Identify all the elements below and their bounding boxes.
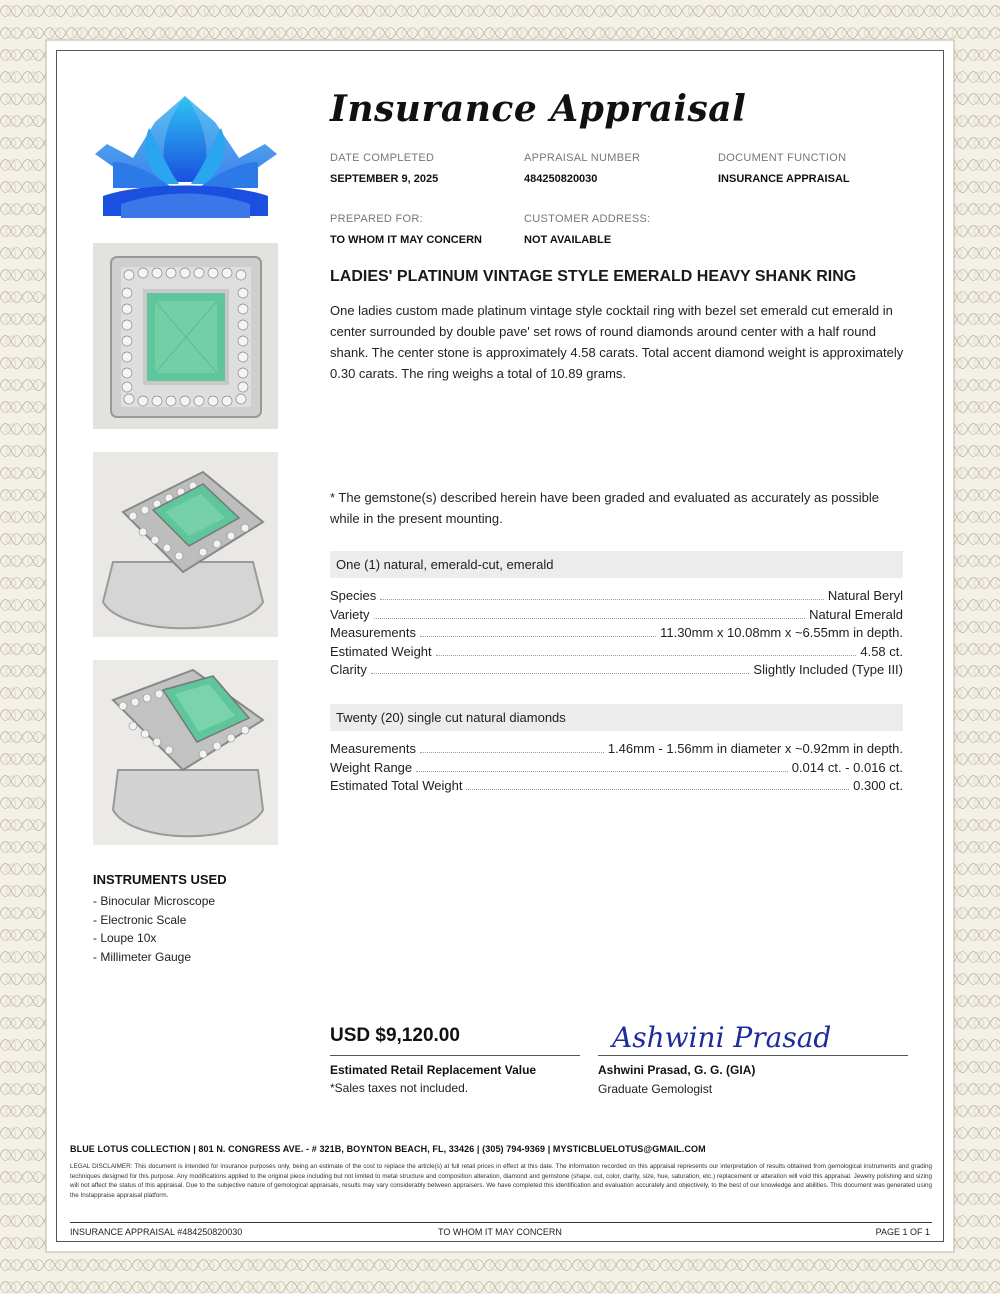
item-title: LADIES' PLATINUM VINTAGE STYLE EMERALD HEAVY SHANK RING	[330, 268, 857, 285]
footer-document-id: INSURANCE APPRAISAL #484250820030	[70, 1227, 243, 1237]
row-value: 1.46mm - 1.56mm in diameter x ~0.92mm in depth.	[607, 741, 903, 756]
stone2-row	[330, 778, 903, 797]
document-function-label: DOCUMENT FUNCTION	[718, 152, 847, 164]
appraisal-number-label: APPRAISAL NUMBER	[524, 152, 641, 164]
grading-note: * The gemstone(s) described herein have been graded and evaluated as accurately as possible while in the present mounting.	[330, 490, 879, 526]
prepared-for-label: PREPARED FOR:	[330, 213, 423, 225]
item-description: One ladies custom made platinum vintage style cocktail ring with bezel set emerald cut emerald in center surrounded by double pave' set rows of round diamonds around center with a half round shank. The center stone is approximately 4.58 carats. Total accent diamond weight is approximately 0.30 carats. The ring weighs a total of 10.89 grams.	[330, 303, 904, 381]
customer-address-label: CUSTOMER ADDRESS:	[524, 213, 651, 225]
stone1-heading: One (1) natural, emerald-cut, emerald	[330, 551, 903, 578]
row-key: Species	[330, 588, 377, 603]
date-completed-value: SEPTEMBER 9, 2025	[330, 173, 439, 185]
footer-recipient: TO WHOM IT MAY CONCERN	[438, 1227, 562, 1237]
stone2-heading: Twenty (20) single cut natural diamonds	[330, 704, 903, 731]
row-value: Natural Beryl	[827, 588, 903, 603]
instrument-item: - Electronic Scale	[93, 912, 187, 927]
instrument-item: - Loupe 10x	[93, 931, 157, 945]
appraisal-number	[524, 152, 640, 185]
prepared-for-value: TO WHOM IT MAY CONCERN	[330, 234, 482, 246]
instruments-heading: INSTRUMENTS USED	[93, 872, 227, 887]
lotus-logo-icon	[93, 92, 278, 220]
row-key: Estimated Total Weight	[330, 778, 463, 793]
prepared-for	[330, 213, 482, 246]
row-key: Variety	[330, 606, 370, 622]
signature-image	[598, 1015, 908, 1057]
row-value: 11.30mm x 10.08mm x ~6.55mm in depth.	[660, 625, 903, 640]
stone1-row	[330, 588, 903, 607]
appraisal-number-value: 484250820030	[524, 173, 598, 185]
tax-note: *Sales taxes not included.	[330, 1081, 469, 1095]
row-value: 4.58 ct.	[860, 643, 903, 659]
appraiser-name: Ashwini Prasad, G. G. (GIA)	[598, 1063, 756, 1077]
stone2-details	[330, 741, 903, 797]
date-completed	[330, 152, 438, 185]
signature-divider	[598, 1055, 908, 1056]
ring-photo-top	[93, 243, 278, 429]
footer-page-number: PAGE 1 OF 1	[875, 1227, 930, 1237]
customer-address-value: NOT AVAILABLE	[524, 234, 612, 246]
ring-photo-side	[93, 660, 278, 845]
row-value: Slightly Included (Type III)	[753, 662, 903, 677]
value-divider	[330, 1055, 580, 1056]
row-key: Measurements	[330, 741, 416, 756]
appraised-value: USD $9,120.00	[330, 1025, 460, 1046]
signature-text: Ashwini Prasad	[612, 1021, 832, 1054]
row-key: Clarity	[330, 662, 367, 677]
row-value: 0.014 ct. - 0.016 ct.	[791, 759, 903, 775]
row-key: Estimated Weight	[330, 643, 432, 659]
stone1-row	[330, 607, 903, 626]
stone2-row	[330, 760, 903, 779]
instrument-item: - Binocular Microscope	[93, 894, 216, 908]
row-key: Measurements	[330, 625, 416, 640]
date-completed-label: DATE COMPLETED	[330, 152, 435, 164]
customer-address	[524, 213, 651, 246]
appraiser-title: Graduate Gemologist	[598, 1082, 713, 1096]
row-key: Weight Range	[330, 759, 413, 775]
stone1-row	[330, 625, 903, 644]
document-function-value: INSURANCE APPRAISAL	[718, 173, 850, 185]
document-function	[718, 152, 850, 185]
stone1-row	[330, 644, 903, 663]
stone1-details	[330, 588, 903, 681]
instruments-list	[93, 892, 215, 966]
footer-divider	[70, 1222, 932, 1223]
company-info: BLUE LOTUS COLLECTION | 801 N. CONGRESS AVE. - # 321B, BOYNTON BEACH, FL, 33426 | (305) 794-9369 | MYSTICBLUELOTUS@GMAIL.COM	[70, 1144, 706, 1154]
value-label: Estimated Retail Replacement Value	[330, 1063, 537, 1077]
row-value: 0.300 ct.	[853, 778, 903, 793]
ring-photo-angle	[93, 452, 278, 637]
legal-disclaimer: LEGAL DISCLAIMER: This document is intended for insurance purposes only, being an estimate of the cost to replace the article(s) at full retail prices in effect at this date. The information recorded on this appraisal represents our interpretation of results obtained from gemological instruments and grading techniques designed for this purpose. Any modifications applied to the original piece including but not limited to metal structure and composition alteration, diamond and gemstone (shape, cut, color, clarity, size, hue, saturation, etc.) replacement or alteration will void this appraisal. Jewelry polishing and sizing will not affect the status of this appraisal. Due to the subjective nature of gemological appraisals, results may vary considerably between appraisers. We have completed this identification and evaluation accurately and objectively, to the best of our knowledge and abilities. This document was generated using the Instappraise appraisal platform.	[70, 1163, 932, 1199]
row-value: Natural Emerald	[809, 606, 903, 622]
stone2-row	[330, 741, 903, 760]
page-title: Insurance Appraisal	[330, 88, 747, 130]
stone1-row	[330, 662, 903, 681]
instrument-item: - Millimeter Gauge	[93, 949, 192, 964]
